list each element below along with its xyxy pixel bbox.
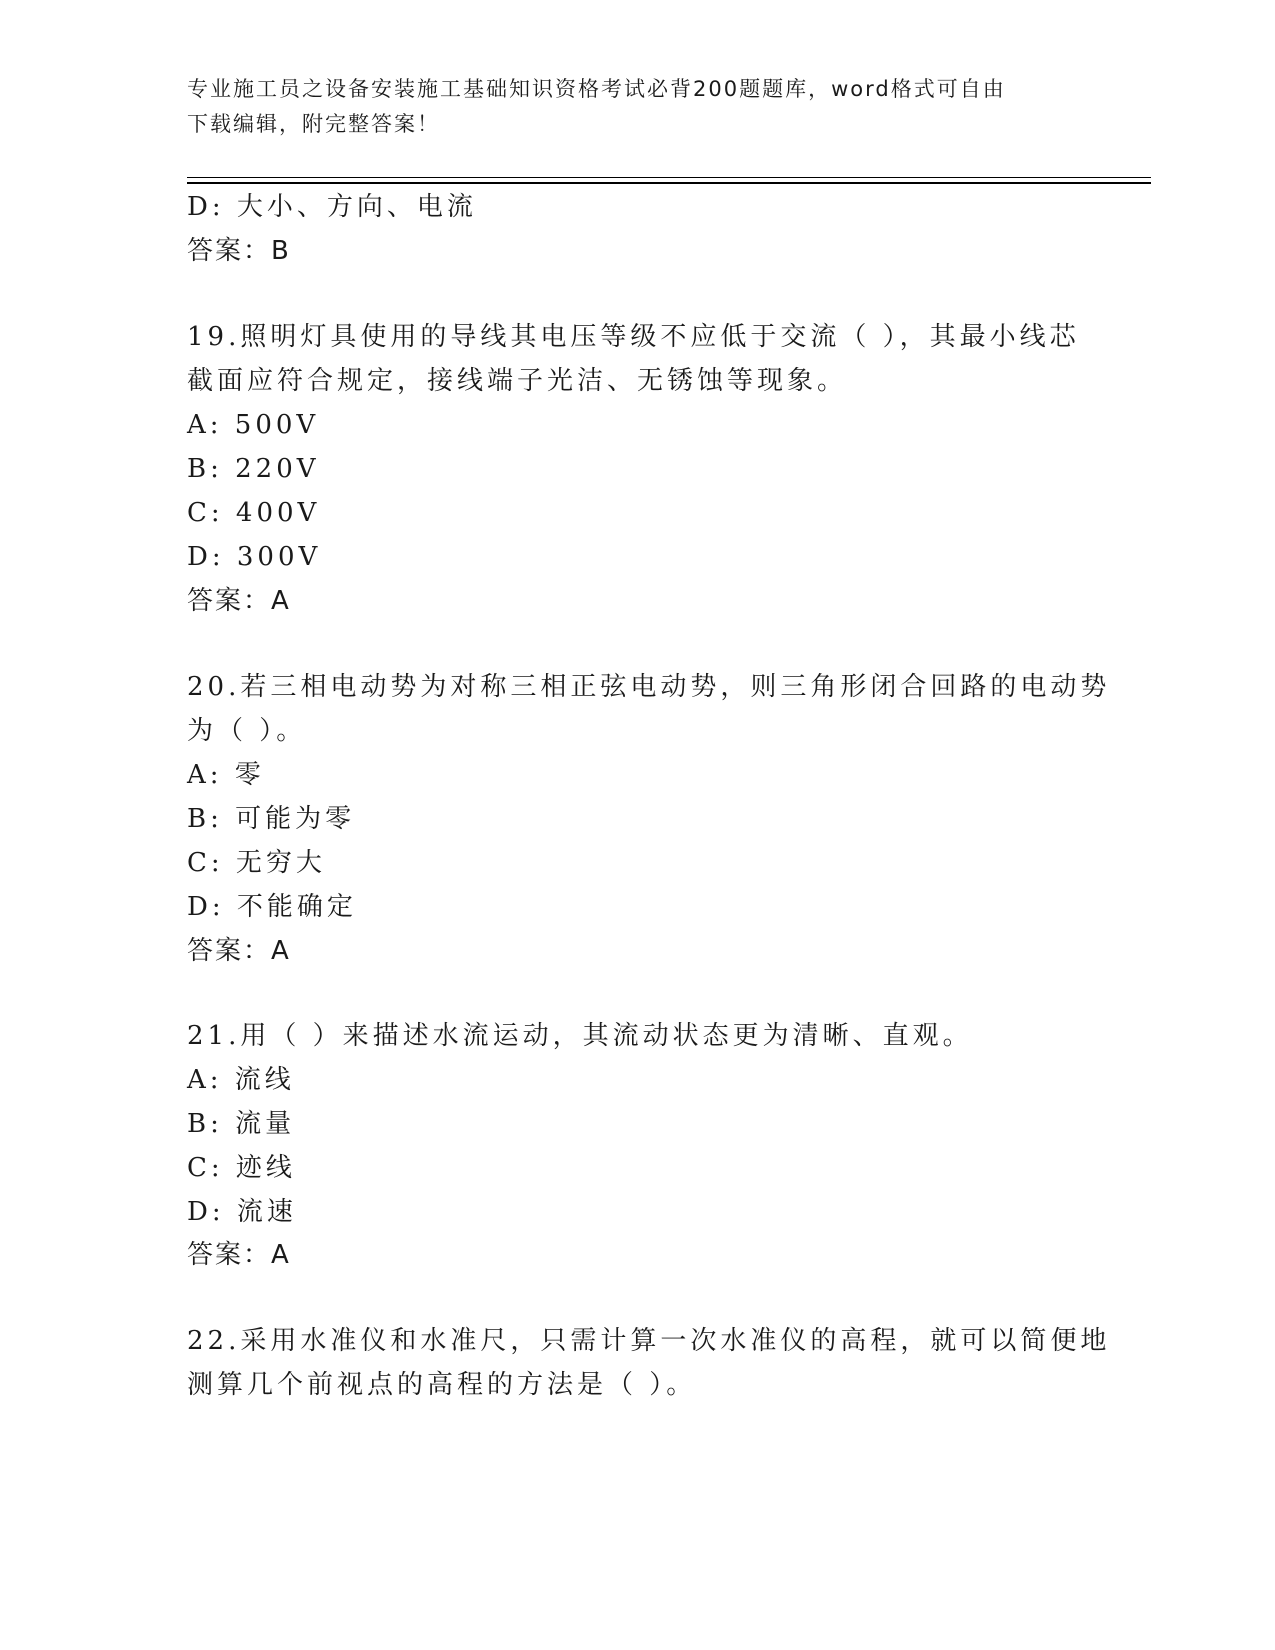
q20-option-d: D: 不能确定 <box>187 892 357 922</box>
q21-option-d: D: 流速 <box>187 1197 297 1227</box>
header-divider-thick <box>187 182 1151 184</box>
page-header <box>187 72 1087 142</box>
q21-option-b: B: 流量 <box>187 1109 296 1139</box>
q20-answer: 答案：A <box>187 936 291 966</box>
prev-answer: 答案：B <box>187 236 291 266</box>
q19-option-d: D: 300V <box>187 542 322 572</box>
header-divider-thin <box>187 177 1151 178</box>
header-line-1: 专业施工员之设备安装施工基础知识资格考试必背200题题库，word格式可自由 <box>187 77 1006 101</box>
q19-option-a: A: 500V <box>187 410 320 440</box>
q20-stem-line-1: 20.若三相电动势为对称三相正弦电动势，则三角形闭合回路的电动势 <box>187 672 1111 702</box>
q21-option-c: C: 迹线 <box>187 1153 296 1183</box>
q20-option-c: C: 无穷大 <box>187 848 326 878</box>
q22-stem-line-2: 测算几个前视点的高程的方法是（ ）。 <box>187 1370 697 1400</box>
q22-stem-line-1: 22.采用水准仪和水准尺，只需计算一次水准仪的高程，就可以简便地 <box>187 1326 1111 1356</box>
q19-answer: 答案：A <box>187 586 291 616</box>
q19-option-b: B: 220V <box>187 454 320 484</box>
q20-stem-line-2: 为（ ）。 <box>187 716 307 746</box>
q21-stem-line-1: 21.用（ ）来描述水流运动，其流动状态更为清晰、直观。 <box>187 1021 973 1051</box>
q20-option-a: A: 零 <box>187 760 265 790</box>
q21-option-a: A: 流线 <box>187 1065 295 1095</box>
prev-option-d: D: 大小、方向、电流 <box>187 192 477 222</box>
q21-answer: 答案：A <box>187 1240 291 1270</box>
q19-stem-line-2: 截面应符合规定，接线端子光洁、无锈蚀等现象。 <box>187 366 848 396</box>
q20-option-b: B: 可能为零 <box>187 804 356 834</box>
q19-stem-line-1: 19.照明灯具使用的导线其电压等级不应低于交流（ ），其最小线芯 <box>187 322 1080 352</box>
q19-option-c: C: 400V <box>187 498 321 528</box>
header-line-2: 下载编辑，附完整答案！ <box>187 112 440 136</box>
